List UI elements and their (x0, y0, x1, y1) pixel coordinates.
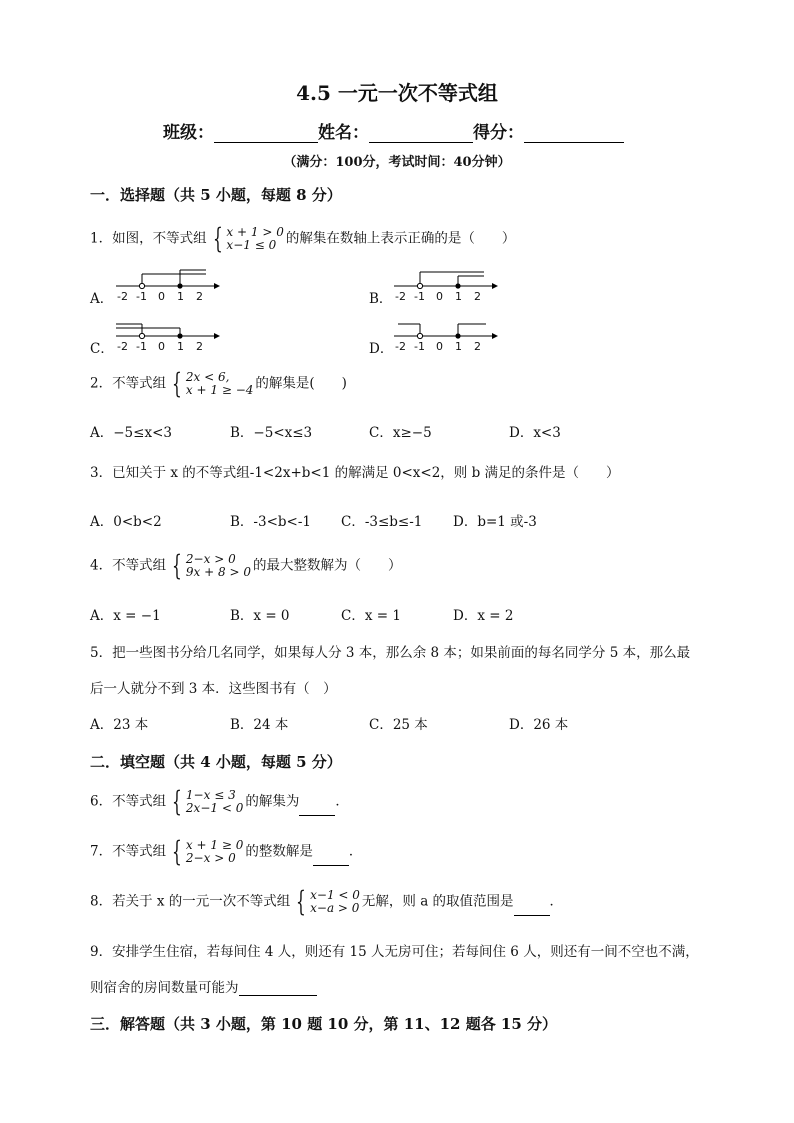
question-6: 6．不等式组 { 1−x ≤ 3 2x−1 < 0 的解集为 ． (90, 785, 349, 818)
class-blank[interactable] (214, 124, 318, 143)
svg-text:-1: -1 (136, 290, 147, 303)
svg-text:2: 2 (474, 290, 481, 303)
number-line-b (392, 268, 502, 304)
question-8: 8．若关于 x 的一元一次不等式组 { x−1 < 0 x−a > 0 无解，则 a 的取值范围是 ． (90, 885, 564, 918)
q2-option-a[interactable]: A．−5≤x<3 (90, 425, 172, 441)
question-4: 4．不等式组 { 2−x > 0 9x + 8 > 0 的最大整数解为（ ） (90, 549, 402, 582)
svg-text:-1: -1 (414, 290, 425, 303)
number-line-d (392, 318, 502, 354)
q5-option-a[interactable]: A．23 本 (90, 717, 149, 733)
q4-option-d[interactable]: D．x = 2 (453, 608, 514, 624)
question-3: 3．已知关于 x 的不等式组-1<2x+b<1 的解满足 0<x<2，则 b 满足的条件是（ ） (90, 465, 620, 481)
page-title: 4.5 一元一次不等式组 (296, 81, 498, 105)
q5-option-b[interactable]: B．24 本 (230, 717, 289, 733)
question-2: 2．不等式组 { 2x < 6, x + 1 ≥ −4 的解集是( ) (90, 367, 347, 400)
name-blank[interactable] (369, 124, 473, 143)
svg-text:0: 0 (436, 340, 443, 353)
answer-blank-7[interactable] (313, 851, 349, 866)
inequality-system: { 1−x ≤ 3 2x−1 < 0 (172, 785, 244, 818)
svg-text:1: 1 (455, 340, 462, 353)
inequality-system: { x + 1 > 0 x−1 ≤ 0 (212, 222, 284, 255)
inequality-system: { 2−x > 0 9x + 8 > 0 (172, 549, 251, 582)
q5-option-c[interactable]: C．25 本 (369, 717, 428, 733)
section-2-title: 二．填空题（共 4 小题，每题 5 分） (90, 753, 342, 771)
svg-text:1: 1 (455, 290, 462, 303)
score-blank[interactable] (524, 124, 624, 143)
inequality-system: { x + 1 ≥ 0 2−x > 0 (172, 835, 244, 868)
answer-blank-9[interactable] (239, 981, 317, 996)
svg-text:-1: -1 (136, 340, 147, 353)
question-5-line-2: 后一人就分不到 3 本．这些图书有（ ） (90, 681, 337, 697)
question-9-line-1: 9．安排学生住宿，若每间住 4 人，则还有 15 人无房可住；若每间住 6 人，则还有一间不空也不满， (90, 944, 699, 960)
q4-option-c[interactable]: C．x = 1 (341, 608, 401, 624)
section-3-title: 三．解答题（共 3 小题，第 10 题 10 分，第 11、12 题各 15 分） (90, 1015, 558, 1033)
q2-option-d[interactable]: D．x<3 (509, 425, 561, 441)
svg-text:-2: -2 (395, 290, 406, 303)
svg-text:0: 0 (436, 290, 443, 303)
score-note: （满分：100分，考试时间：40分钟） (283, 155, 511, 170)
svg-text:2: 2 (196, 340, 203, 353)
inequality-system: { 2x < 6, x + 1 ≥ −4 (172, 367, 254, 400)
q2-option-b[interactable]: B．−5<x≤3 (230, 425, 313, 441)
inequality-system: { x−1 < 0 x−a > 0 (296, 885, 360, 918)
q3-option-b[interactable]: B．-3<b<-1 (230, 514, 311, 530)
q3-option-d[interactable]: D．b=1 或-3 (453, 514, 537, 530)
q1-option-d-label[interactable]: D． (369, 341, 394, 357)
svg-text:0: 0 (158, 290, 165, 303)
svg-text:2: 2 (196, 290, 203, 303)
name-label: 姓名： (318, 123, 369, 143)
question-9-line-2: 则宿舍的房间数量可能为 (90, 976, 317, 996)
q1-option-c-label[interactable]: C． (90, 341, 114, 357)
q2-option-c[interactable]: C．x≥−5 (369, 425, 432, 441)
answer-blank-6[interactable] (299, 801, 335, 816)
class-label: 班级： (163, 123, 214, 143)
question-5-line-1: 5．把一些图书分给几名同学，如果每人分 3 本，那么余 8 本；如果前面的每名同学分 5 本，那么最 (90, 645, 691, 661)
q3-option-a[interactable]: A．0<b<2 (90, 514, 162, 530)
svg-text:-2: -2 (395, 340, 406, 353)
svg-text:0: 0 (158, 340, 165, 353)
student-info-row (163, 118, 624, 143)
svg-text:-2: -2 (117, 340, 128, 353)
q4-option-b[interactable]: B．x = 0 (230, 608, 290, 624)
score-label: 得分： (473, 123, 524, 143)
section-1-title: 一．选择题（共 5 小题，每题 8 分） (90, 186, 342, 204)
question-7: 7．不等式组 { x + 1 ≥ 0 2−x > 0 的整数解是 ． (90, 835, 363, 868)
svg-text:-2: -2 (117, 290, 128, 303)
q3-option-c[interactable]: C．-3≤b≤-1 (341, 514, 423, 530)
svg-text:1: 1 (177, 290, 184, 303)
svg-text:2: 2 (474, 340, 481, 353)
q5-option-d[interactable]: D．26 本 (509, 717, 569, 733)
q1-option-a-label[interactable]: A． (90, 291, 114, 307)
question-1: 1．如图，不等式组 { x + 1 > 0 x−1 ≤ 0 的解集在数轴上表示正确的是（ ） (90, 222, 516, 255)
answer-blank-8[interactable] (514, 901, 550, 916)
svg-text:-1: -1 (414, 340, 425, 353)
number-line-c (114, 318, 224, 354)
svg-text:1: 1 (177, 340, 184, 353)
q1-option-b-label[interactable]: B． (369, 291, 393, 307)
number-line-a (114, 268, 224, 304)
q4-option-a[interactable]: A．x = −1 (90, 608, 161, 624)
